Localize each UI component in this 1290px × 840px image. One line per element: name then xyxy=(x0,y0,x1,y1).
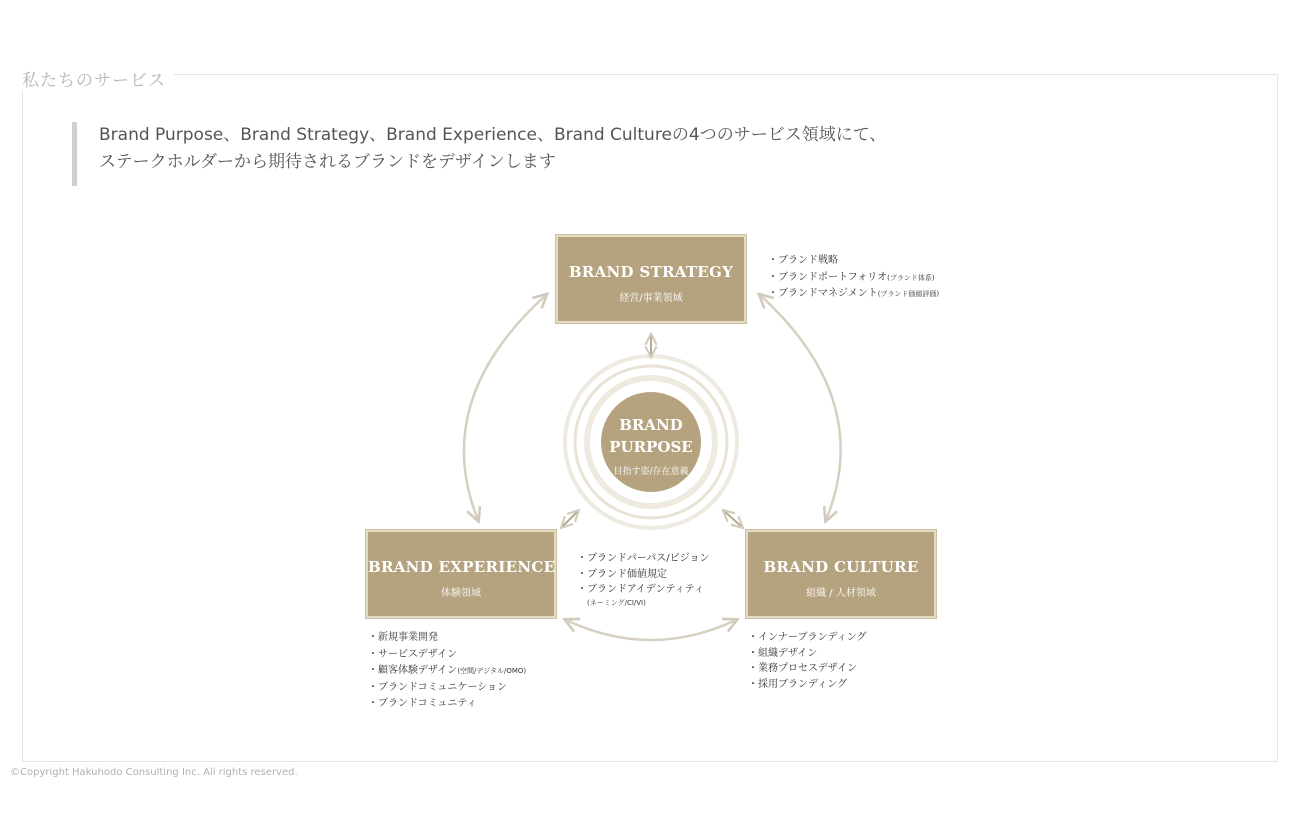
list-item: ・ブランド価値規定 xyxy=(577,568,667,580)
list-item: ・サービスデザイン xyxy=(368,648,458,660)
strategy-service-list xyxy=(768,253,939,303)
list-item: ・ブランドコミュニティ xyxy=(368,698,477,709)
arrow-experience-purpose xyxy=(562,511,578,527)
list-item: ・ブランド戦略 xyxy=(768,255,838,266)
circle-brand-purpose xyxy=(601,392,701,492)
experience-service-list xyxy=(368,630,526,713)
arrow-experience-culture xyxy=(566,620,736,640)
strategy-subtitle: 経営/事業領域 xyxy=(619,293,683,304)
list-item: ・業務プロセスデザイン xyxy=(748,663,858,674)
purpose-service-list xyxy=(577,551,709,609)
list-item: ・ブランドポートフォリオ(ブランド体系) xyxy=(768,271,935,283)
list-item: ・新規事業開発 xyxy=(368,632,438,643)
copyright: ©Copyright Hakuhodo Consulting Inc. All rights reserved. xyxy=(10,767,298,778)
arrow-culture-purpose xyxy=(724,511,742,527)
box-brand-strategy xyxy=(556,235,746,323)
list-item: ・ブランドアイデンティティ xyxy=(577,584,704,595)
list-item: ・顧客体験デザイン(空間/デジタル/OMO) xyxy=(368,665,527,676)
list-item: ・ブランドパーパス/ビジョン xyxy=(577,553,710,564)
purpose-title-line2: PURPOSE xyxy=(609,438,693,456)
box-brand-culture xyxy=(746,530,936,618)
experience-title: BRAND EXPERIENCE xyxy=(368,558,556,576)
purpose-title-line1: BRAND xyxy=(619,416,683,434)
culture-title: BRAND CULTURE xyxy=(763,558,919,576)
lead-line-2: ステークホルダーから期待されるブランドをデザインします xyxy=(99,152,556,172)
box-brand-experience xyxy=(366,530,556,618)
list-item: ・ブランドマネジメント(ブランド価値評価) xyxy=(768,288,940,299)
section-title: 私たちのサービス xyxy=(18,66,174,91)
arrow-strategy-culture xyxy=(760,295,841,520)
culture-subtitle: 組織 / 人材領域 xyxy=(806,588,876,599)
arrow-strategy-experience xyxy=(464,295,546,520)
culture-service-list xyxy=(748,630,867,692)
experience-subtitle: 体験領域 xyxy=(441,588,481,599)
list-item: ・採用ブランディング xyxy=(748,678,847,690)
strategy-title: BRAND STRATEGY xyxy=(568,263,734,281)
purpose-note: (ネーミング/CI/VI) xyxy=(587,598,646,607)
lead-line-1: Brand Purpose、Brand Strategy、Brand Experience、Brand Cultureの4つのサービス領域にて、 xyxy=(99,125,887,145)
list-item: ・インナーブランディング xyxy=(748,632,867,643)
list-item: ・組織デザイン xyxy=(748,647,818,659)
purpose-subtitle: 目指す姿/存在意義 xyxy=(613,467,689,477)
list-item: ・ブランドコミュニケーション xyxy=(368,681,507,693)
